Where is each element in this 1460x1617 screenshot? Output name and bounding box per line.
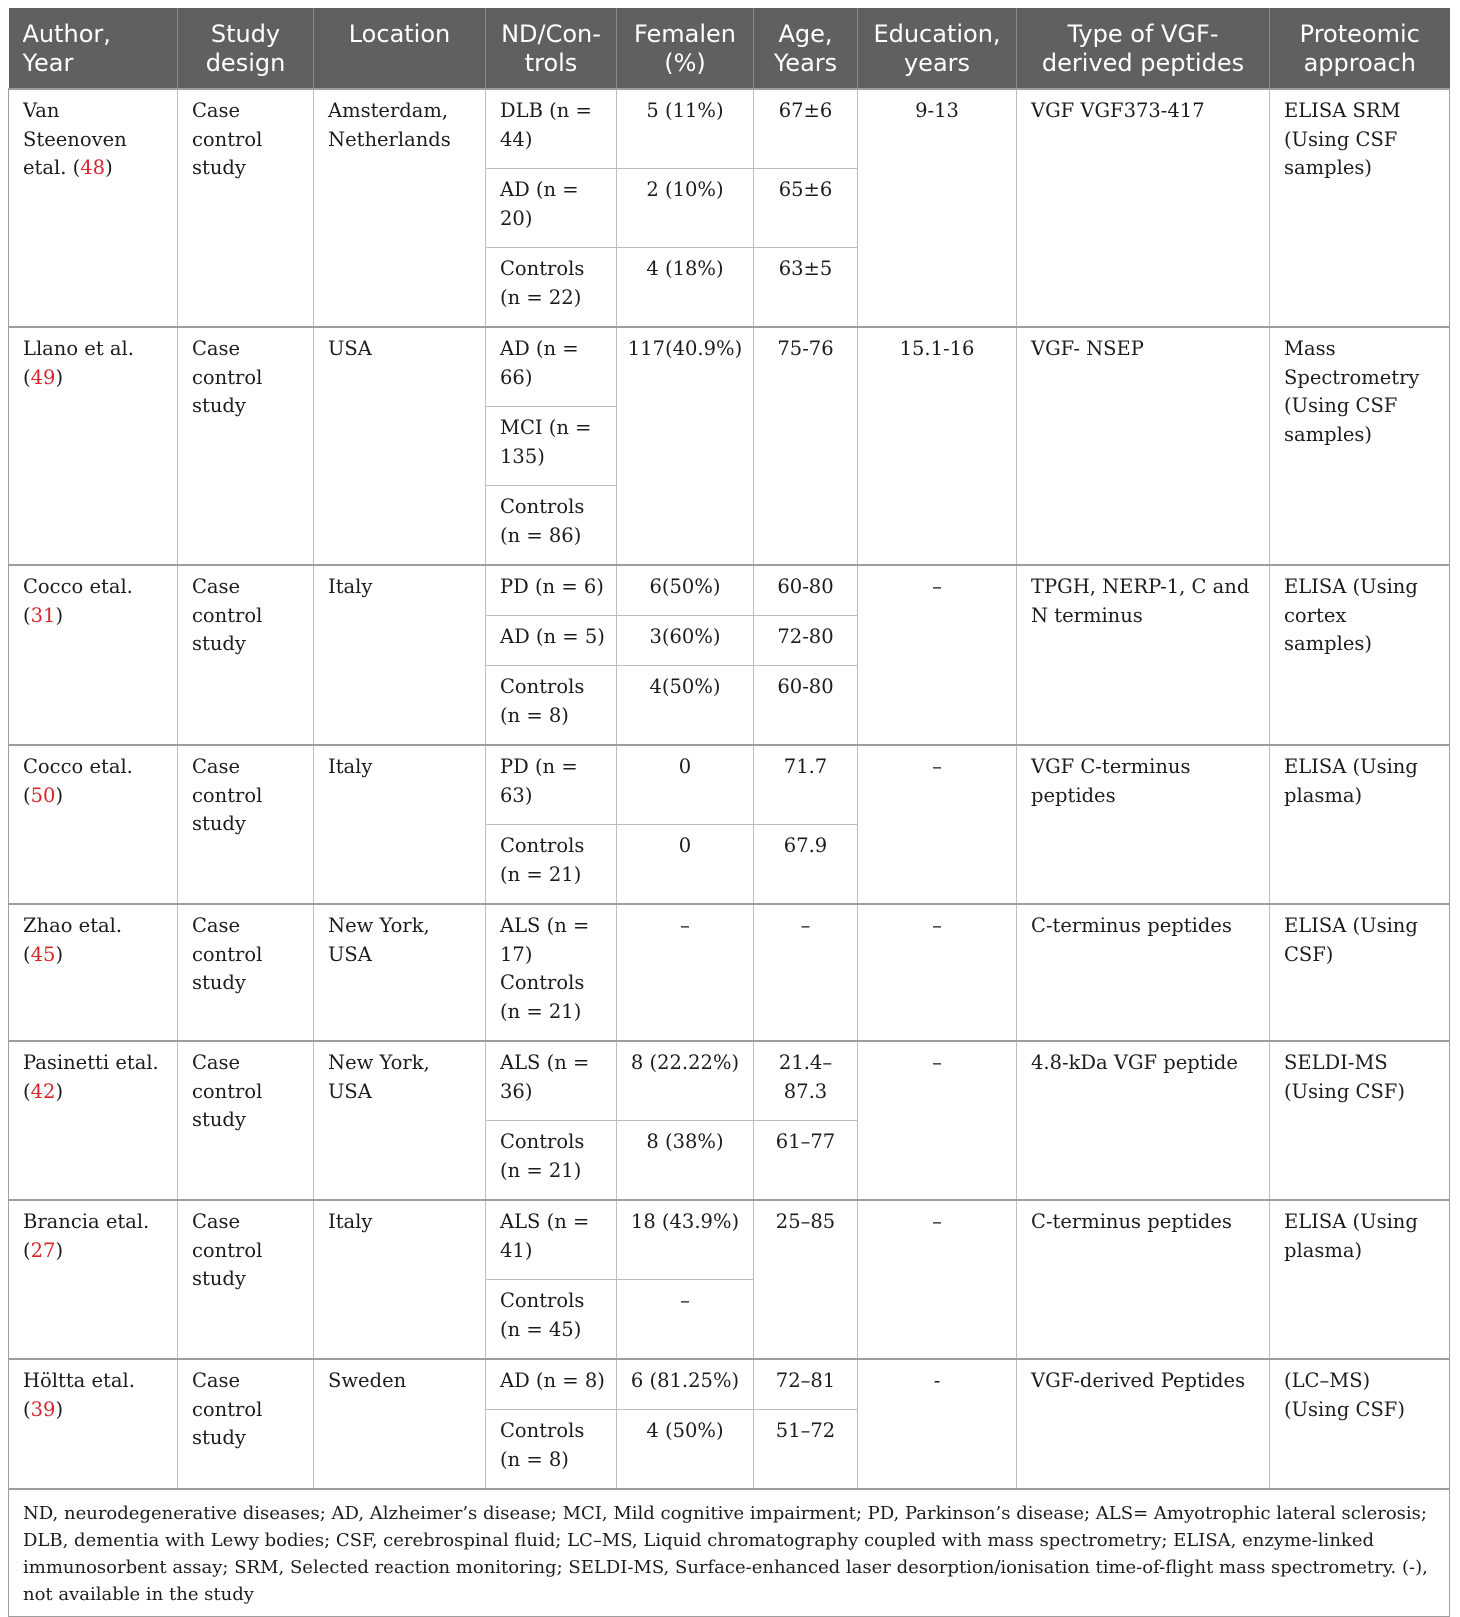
female-cell: 4(50%) <box>617 666 754 746</box>
table-body <box>9 89 1450 1617</box>
education-cell: – <box>858 565 1017 745</box>
header-female: Femalen (%) <box>617 8 754 89</box>
location-cell: Italy <box>314 745 486 904</box>
education-cell: 9-13 <box>858 89 1017 327</box>
female-cell: – <box>617 904 754 1041</box>
group-cell: AD (n = 8) <box>486 1359 617 1410</box>
header-design: Study design <box>178 8 314 89</box>
table-row <box>9 89 1450 169</box>
approach-cell: ELISA SRM (Using CSF samples) <box>1270 89 1450 327</box>
table-row <box>9 565 1450 616</box>
female-cell: 5 (11%) <box>617 89 754 169</box>
citation-ref: 27 <box>30 1238 56 1262</box>
table-container <box>8 8 1449 1617</box>
author-text: Cocco etal. ( <box>23 755 133 807</box>
location-cell: Italy <box>314 565 486 745</box>
design-cell: Case control study <box>178 327 314 565</box>
female-cell: 4 (18%) <box>617 248 754 328</box>
citation-ref: 42 <box>30 1079 56 1103</box>
design-cell: Case control study <box>178 565 314 745</box>
peptides-cell: VGF C-terminus peptides <box>1017 745 1270 904</box>
female-cell: 6(50%) <box>617 565 754 616</box>
age-cell: 67±6 <box>754 89 858 169</box>
age-cell: 72-80 <box>754 616 858 666</box>
author-cell <box>9 1041 178 1200</box>
group-cell: Controls (n = 8) <box>486 666 617 746</box>
age-cell: 72–81 <box>754 1359 858 1410</box>
group-cell: Controls (n = 21) <box>486 1121 617 1201</box>
author-text-end: ) <box>55 1397 64 1421</box>
group-cell: Controls (n = 21) <box>486 825 617 905</box>
age-cell: 63±5 <box>754 248 858 328</box>
peptides-cell: 4.8-kDa VGF peptide <box>1017 1041 1270 1200</box>
citation-ref: 49 <box>30 365 56 389</box>
group-cell: ALS (n = 17) Controls (n = 21) <box>486 904 617 1041</box>
age-cell: – <box>754 904 858 1041</box>
citation-ref: 50 <box>30 783 56 807</box>
author-text: Höltta etal. ( <box>23 1369 135 1421</box>
citation-ref: 39 <box>30 1397 56 1421</box>
approach-cell: ELISA (Using plasma) <box>1270 1200 1450 1359</box>
author-text: Zhao etal. ( <box>23 914 123 966</box>
age-cell: 60-80 <box>754 666 858 746</box>
table-row <box>9 904 1450 1041</box>
peptides-cell: VGF VGF373-417 <box>1017 89 1270 327</box>
header-groups: ND/Con-trols <box>486 8 617 89</box>
education-cell: – <box>858 745 1017 904</box>
female-cell: 2 (10%) <box>617 169 754 248</box>
author-text: Llano et al. ( <box>23 337 134 389</box>
design-cell: Case control study <box>178 1200 314 1359</box>
age-cell: 67.9 <box>754 825 858 905</box>
peptides-cell: VGF-derived Peptides <box>1017 1359 1270 1489</box>
group-cell: Controls (n = 45) <box>486 1280 617 1360</box>
author-text-end: ) <box>55 942 64 966</box>
education-cell: 15.1-16 <box>858 327 1017 565</box>
author-text: Van Steenoven etal. ( <box>23 99 127 179</box>
group-cell: AD (n = 5) <box>486 616 617 666</box>
citation-ref: 48 <box>80 156 106 179</box>
location-cell: New York, USA <box>314 1041 486 1200</box>
age-cell: 75-76 <box>754 327 858 565</box>
header-row <box>9 8 1450 89</box>
group-cell: PD (n = 6) <box>486 565 617 616</box>
author-text: Pasinetti etal. ( <box>23 1051 159 1103</box>
author-cell <box>9 89 178 327</box>
author-text-end: ) <box>55 783 64 807</box>
female-cell: – <box>617 1280 754 1360</box>
age-cell: 61–77 <box>754 1121 858 1201</box>
age-cell: 65±6 <box>754 169 858 248</box>
group-cell: Controls (n = 86) <box>486 486 617 566</box>
author-cell <box>9 904 178 1041</box>
location-cell: New York, USA <box>314 904 486 1041</box>
author-cell <box>9 745 178 904</box>
approach-cell: ELISA (Using cortex samples) <box>1270 565 1450 745</box>
author-text-end: ) <box>55 1238 64 1262</box>
design-cell: Case control study <box>178 745 314 904</box>
header-age: Age, Years <box>754 8 858 89</box>
group-cell: AD (n = 20) <box>486 169 617 248</box>
peptides-cell: C-terminus peptides <box>1017 904 1270 1041</box>
citation-ref: 31 <box>30 603 56 627</box>
author-text: Cocco etal. ( <box>23 575 133 627</box>
footnote: ND, neurodegenerative diseases; AD, Alzheimer’s disease; MCI, Mild cognitive impairment; PD, Parkinson’s disease; ALS= Amyotrophic lateral sclerosis; DLB, dementia with Lewy bodies; CSF, cerebrospinal fluid; LC–MS, Liquid chromatography coupled with mass spectrometry; ELISA, enzyme-linked immunosorbent assay; SRM, Selected reaction monitoring; SELDI-MS, Surface-enhanced laser desorption/ionisation time-of-flight mass spectrometry. (-), not available in the study <box>9 1489 1450 1617</box>
design-cell: Case control study <box>178 1041 314 1200</box>
location-cell: Italy <box>314 1200 486 1359</box>
author-text-end: ) <box>55 603 64 627</box>
peptides-cell: TPGH, NERP-1, C and N terminus <box>1017 565 1270 745</box>
group-cell: MCI (n = 135) <box>486 407 617 486</box>
female-cell: 0 <box>617 825 754 905</box>
approach-cell: ELISA (Using plasma) <box>1270 745 1450 904</box>
female-cell: 4 (50%) <box>617 1410 754 1490</box>
table-row <box>9 745 1450 825</box>
author-cell <box>9 1200 178 1359</box>
author-text-end: ) <box>55 365 64 389</box>
author-cell <box>9 1359 178 1489</box>
group-cell: PD (n = 63) <box>486 745 617 825</box>
location-cell: USA <box>314 327 486 565</box>
design-cell: Case control study <box>178 904 314 1041</box>
education-cell: – <box>858 1200 1017 1359</box>
education-cell: - <box>858 1359 1017 1489</box>
table-row <box>9 327 1450 407</box>
citation-ref: 45 <box>30 942 56 966</box>
age-cell: 25–85 <box>754 1200 858 1359</box>
header-peptides: Type of VGF-derived peptides <box>1017 8 1270 89</box>
age-cell: 60-80 <box>754 565 858 616</box>
female-cell: 8 (22.22%) <box>617 1041 754 1121</box>
education-cell: – <box>858 1041 1017 1200</box>
author-cell <box>9 565 178 745</box>
header-education: Education, years <box>858 8 1017 89</box>
female-cell: 117(40.9%) <box>617 327 754 565</box>
peptides-cell: C-terminus peptides <box>1017 1200 1270 1359</box>
approach-cell: ELISA (Using CSF) <box>1270 904 1450 1041</box>
education-cell: – <box>858 904 1017 1041</box>
author-cell <box>9 327 178 565</box>
location-cell: Amsterdam, Netherlands <box>314 89 486 327</box>
group-cell: AD (n = 66) <box>486 327 617 407</box>
author-text-end: ) <box>105 156 113 179</box>
table-row <box>9 1041 1450 1121</box>
peptides-cell: VGF- NSEP <box>1017 327 1270 565</box>
group-cell: DLB (n = 44) <box>486 89 617 169</box>
design-cell: Case control study <box>178 1359 314 1489</box>
age-cell: 21.4–87.3 <box>754 1041 858 1121</box>
table-row <box>9 1200 1450 1280</box>
approach-cell: Mass Spectrometry (Using CSF samples) <box>1270 327 1450 565</box>
group-cell: ALS (n = 41) <box>486 1200 617 1280</box>
approach-cell: SELDI-MS (Using CSF) <box>1270 1041 1450 1200</box>
approach-cell: (LC–MS) (Using CSF) <box>1270 1359 1450 1489</box>
header-author: Author, Year <box>9 8 178 89</box>
location-cell: Sweden <box>314 1359 486 1489</box>
table-row <box>9 1359 1450 1410</box>
footnote-row <box>9 1489 1450 1617</box>
header-location: Location <box>314 8 486 89</box>
design-cell: Case control study <box>178 89 314 327</box>
age-cell: 71.7 <box>754 745 858 825</box>
female-cell: 18 (43.9%) <box>617 1200 754 1280</box>
group-cell: ALS (n = 36) <box>486 1041 617 1121</box>
female-cell: 0 <box>617 745 754 825</box>
author-text: Brancia etal. ( <box>23 1210 150 1262</box>
study-table <box>8 8 1450 1617</box>
group-cell: Controls (n = 22) <box>486 248 617 328</box>
author-text-end: ) <box>55 1079 64 1103</box>
female-cell: 8 (38%) <box>617 1121 754 1201</box>
age-cell: 51–72 <box>754 1410 858 1490</box>
group-cell: Controls (n = 8) <box>486 1410 617 1490</box>
header-approach: Proteomic approach <box>1270 8 1450 89</box>
female-cell: 6 (81.25%) <box>617 1359 754 1410</box>
female-cell: 3(60%) <box>617 616 754 666</box>
